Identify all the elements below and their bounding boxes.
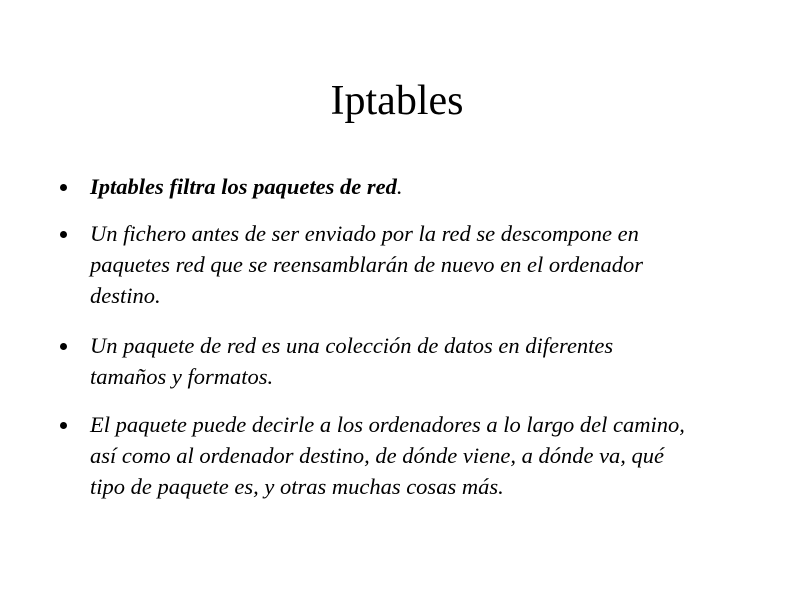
bullet-line: así como al ordenador destino, de dónde viene, a dónde va, qué bbox=[90, 443, 665, 468]
bullet-text bbox=[90, 409, 740, 502]
bullet-text bbox=[90, 218, 740, 311]
bullet-line: El paquete puede decirle a los ordenadores a lo largo del camino, bbox=[90, 412, 685, 437]
bullet-line: tamaños y formatos. bbox=[90, 364, 274, 389]
bullet-dot-icon bbox=[60, 184, 67, 191]
slide-title: Iptables bbox=[330, 78, 464, 124]
bullet-dot-icon bbox=[60, 343, 67, 350]
bullet-dot-icon bbox=[60, 422, 67, 429]
bullet-text-bold: Iptables filtra los paquetes de red bbox=[90, 174, 397, 199]
bullet-line: tipo de paquete es, y otras muchas cosas más. bbox=[90, 474, 504, 499]
bullet-text bbox=[90, 171, 740, 202]
bullet-dot-icon bbox=[60, 231, 67, 238]
bullet-line: Un fichero antes de ser enviado por la red se descompone en bbox=[90, 221, 639, 246]
bullet-line: destino. bbox=[90, 283, 161, 308]
bullet-line: paquetes red que se reensamblarán de nuevo en el ordenador bbox=[90, 252, 643, 277]
bullet-text bbox=[90, 330, 740, 392]
bullet-text-suffix: . bbox=[396, 174, 403, 199]
bullet-line: Un paquete de red es una colección de datos en diferentes bbox=[90, 333, 614, 358]
